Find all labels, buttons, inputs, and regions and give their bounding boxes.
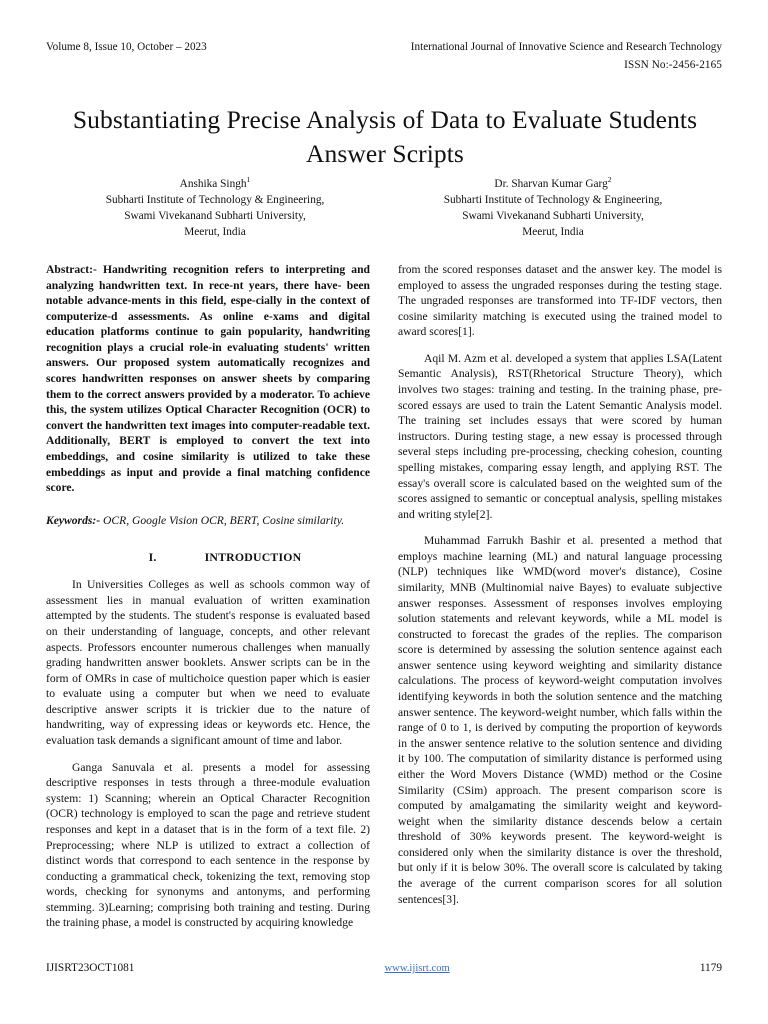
volume-issue-label: Volume 8, Issue 10, October – 2023	[46, 41, 207, 53]
right-paragraph-1: from the scored responses dataset and the answer key. The model is employed to assess the ungraded responses during the testing stage. The ungraded responses are transformed into TF-IDF vectors, then cosine similarity matching is executed using the trained model to award scores[1].	[398, 263, 722, 339]
authors-block	[46, 176, 722, 240]
paper-id-label: IJISRT23OCT1081	[46, 962, 135, 974]
keywords-paragraph	[46, 513, 370, 529]
author-affiliation-1-line3: Meerut, India	[184, 226, 246, 239]
author-superscript-2: 2	[607, 175, 612, 185]
page-footer	[46, 962, 722, 974]
author-superscript-1: 1	[246, 175, 251, 185]
author-affiliation-2-line1: Subharti Institute of Technology & Engineering,	[443, 194, 663, 207]
right-column	[398, 262, 722, 931]
section-number-introduction: I.	[148, 550, 157, 565]
author-affiliation-1-line2: Swami Vivekanand Subharti University,	[124, 210, 306, 223]
section-title-introduction: INTRODUCTION	[204, 550, 302, 565]
journal-name-label: International Journal of Innovative Science and Research Technology	[410, 41, 722, 53]
page-title: Substantiating Precise Analysis of Data to Evaluate Students Answer Scripts	[72, 105, 698, 168]
left-paragraph-2: Ganga Sanuvala et al. presents a model for assessing descriptive responses in tests through a three-module evaluation system: 1) Scanning; wherein an Optical Character Recognition (OCR) technology is employed to scan the page and retrieve student responses and kept in a dataset that is in the form of a text file. 2) Preprocessing; where NLP is utilized to extract a collection of distinct words that correspond to each sentence in the response by conducting a grammatical check, tokenizing the text, removing stop words, checking for synonyms and antonyms, and performing stemming. 3)Learning; comprising both training and testing. During the training phase, a model is constructed by acquiring knowledge	[46, 760, 370, 930]
page-number-label: 1179	[699, 962, 722, 974]
page-header	[46, 40, 722, 71]
author-affiliation-2-line2: Swami Vivekanand Subharti University,	[462, 210, 644, 223]
body-columns	[46, 262, 722, 931]
author-entry-2	[384, 176, 722, 240]
author-name-2: Dr. Sharvan Kumar Garg$^2$	[494, 175, 612, 190]
section-heading-introduction	[46, 550, 370, 565]
keywords-text: OCR, Google Vision OCR, BERT, Cosine similarity.	[103, 513, 345, 527]
author-affiliation-1-line1: Subharti Institute of Technology & Engineering,	[105, 194, 325, 207]
keywords-label: Keywords:-	[46, 513, 101, 527]
header-row	[46, 40, 722, 55]
author-name-1: Anshika Singh$^1$	[179, 175, 251, 190]
author-affiliation-2-line3: Meerut, India	[522, 226, 584, 239]
left-paragraph-1: In Universities Colleges as well as schools common way of assessment lies in manual evaluation of written examination attempted by the students. The student's response is evaluated based on their understanding of language, concepts, and other relevant aspects. Professors encounter numerous challenges when manually grading handwritten answer booklets. Answer scripts can be in the form of OMRs in case of multichoice question paper which is easier to evaluate using a computer but when we need to evaluate descriptive answer scripts it is trickier due to the nature of handwriting, way of expressing ideas or keywords etc. Hence, the evaluation task demands a significant amount of time and labor.	[46, 578, 370, 748]
left-column	[46, 262, 370, 931]
abstract-paragraph: Abstract:- Handwriting recognition refers to interpreting and analyzing handwritten text. In rece-nt years, there have- been notable advance-ments in this field, espe-cially in the context of computerize-d assessments. As online e-xams and digital education platforms continue to gain popularity, handwriting recognition plays a crucial role-in evaluating students' written answers. Our proposed system automatically recognizes and scores handwritten responses on answer sheets by comparing them to the correct answers provided by a moderator. To achieve this, the system utilizes Optical Character Recognition (OCR) to convert the handwritten text images into computer-readable text. Additionally, BERT is employed to convert the text into embeddings, and cosine similarity is utilized to take these embeddings as input and provide a final matching confidence score.	[46, 263, 370, 495]
author-entry-1	[46, 176, 384, 240]
right-paragraph-2: Aqil M. Azm et al. developed a system that applies LSA(Latent Semantic Analysis), RST(Rhetorical Structure Theory), which involves two stages: training and testing. In the training phase, pre-scored essays are used to train the Latent Semantic Analysis model. The training set includes essays that were scored by human instructors. During testing stage, a new essay is processed through several steps including pre-processing, checking cohesion, counting spelling mistakes, comparing essay length, and applying RST. The essay's overall score is calculated based on the weighted sum of the scores assigned to semantic or conceptual analysis, spelling mistakes and writing style[2].	[398, 351, 722, 521]
right-paragraph-3: Muhammad Farrukh Bashir et al. presented a method that employs machine learning (ML) and natural language processing (NLP) techniques like WMD(word mover's distance), Cosine similarity, MNB (Multinomial naive Bayes) to evaluate subjective answer responses. Assessment of responses involves employing solution statements and relevant keywords, while a ML model is constructed to forecast the grades of the replies. The comparison score is determined by assessing the solution sentence against each answer sentence using keyword weighting and similarity distance calculations. The process of keyword-weight computation involves identifying keywords in both the solution sentence and the matching answer sentence. The keyword-weight number, which falls within the range of 0 to 1, is derived by computing the proportion of keywords in the answer sentence relative to the solution sentence and dividing it by 100. The computation of similarity distance is performed using either the Word Movers Distance (WMD) method or the Cosine Similarity (CSim) approach. The present comparison score is computed by amalgamating the similarity weight and keyword-weight when the similarity distance descends below a certain threshold of 30% keywords present. The keyword-weight is considered only when the similarity distance is over the threshold, but only if it is below 30%. The overall score is calculated by taking the average of the current comparison scores for all solution sentences[3].	[398, 534, 722, 906]
journal-website-link[interactable]: www.ijisrt.com	[384, 963, 450, 974]
issn-label: ISSN No:-2456-2165	[624, 58, 722, 71]
